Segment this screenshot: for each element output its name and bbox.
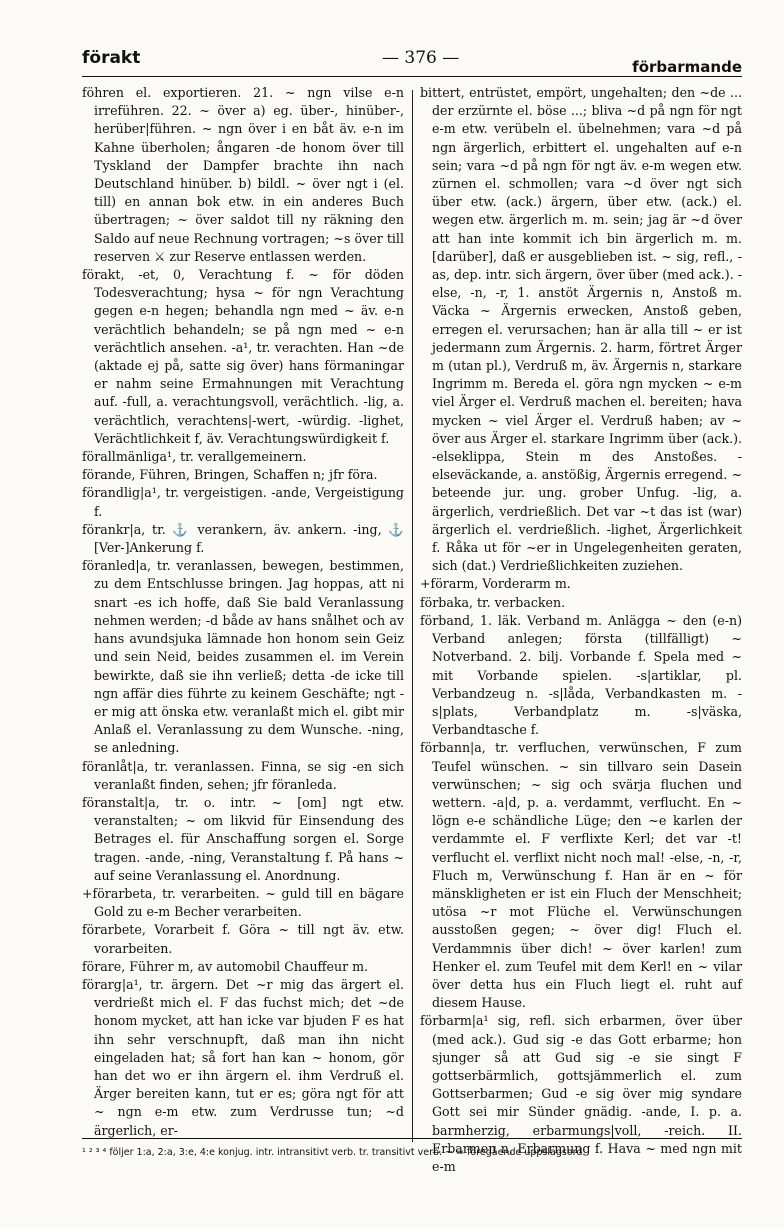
entry: föhren el. exportieren. 21. ~ ngn vilse e-n irreführen. 22. ~ över a) eg. über-, hinüber-, herüber|führen. ~ ngn över i en båt äv. e-n im Kahne überholen; ångaren -de honom över till Tyskland der Dampfer brachte ihn nach Deutschland hinüber. b) bildl. ~ över ngt i (el. till) en annan bok etw. in ein anderes Buch übertragen; ~ över saldot till ny räkning den Saldo auf neue Rechnung vortragen; ~s över till reserven ⚔ zur Reserve entlassen werden. [82,85,404,264]
column-divider [412,90,413,1142]
entry: förbann|a, tr. verfluchen, verwünschen, F zum Teufel wünschen. ~ sin tillvaro sein Dasein verwünschen; ~ sig och svärja fluchen und wettern. -a|d, p. a. verdammt, verflucht. En ~ lögn e-e schändliche Lüge; den ~e karlen der verdammte el. F verflixte Kerl; det var -t! verflucht el. verflixt nicht noch mal! -else, -n, -r, Fluch m, Verwünschung f. Han är en ~ för mänskligheten er ist ein Fluch der Menschheit; utösa ~r mot Flüche el. Verwünschungen ausstoßen gegen; ~ över dig! Fluch el. Verdammnis über dich! ~ över karlen! zum Henker el. zum Teufel mit dem Kerl! en ~ vilar över detta hus ein Fluch liegt el. ruht auf diesem Hause. [420,740,742,1011]
entry: +förarbeta, tr. verarbeiten. ~ guld till en bägare Gold zu e-m Becher verarbeiten. [82,885,404,920]
entry: förbaka, tr. verbacken. [420,594,566,610]
right-column [420,84,742,1176]
entry: förarbete, Vorarbeit f. Göra ~ till ngt äv. etw. vorarbeiten. [82,922,404,956]
guide-word-right: förbarmande [632,58,742,76]
entry: bittert, entrüstet, empört, ungehalten; den ~de ... der erzürnte el. böse ...; bliva ~d på ngn för ngt e-m etw. verübeln el. übelnehmen; vara ~d på ngn ärgerlich, erbittert el. ungehalten auf e-n sein; vara ~d på ngn för ngt äv. e-m wegen etw. zürnen el. schmollen; vara ~d över ngt sich über etw. (ack.) ärgern, über etw. (ack.) el. wegen etw. ärgerlich m. m. sein; jag är ~d över att han inte kommit ich bin ärgerlich m. m. [darüber], daß er ausgeblieben ist. ~ sig, refl., -as, dep. intr. sich ärgern, över über (med ack.). -else, -n, -r, 1. anstöt Ärgernis n, Anstoß m. Väcka ~ Ärgernis erwecken, Anstoß geben, erregen el. verursachen; han är alla till ~ er ist jedermann zum Ärgernis. 2. harm, förtret Ärger m (utan pl.), Verdruß m, äv. Ärgernis n, starkare Ingrimm m. Bereda el. göra ngn mycken ~ e-m viel Ärger el. Verdruß machen el. bereiten; hava mycken ~ viel Ärger el. Verdruß haben; av ~ över aus Ärger el. starkare Ingrimm über (ack.). -elseklippa, Stein m des Anstoßes. -elseväckande, a. anstößig, Ärgernis erregend. ~ beteende jur. ung. grober Unfug. -lig, a. ärgerlich, verdrießlich. Det var ~t das ist (war) ärgerlich el. verdrießlich. -lighet, Ärgerlichkeit f. Råka ut för ~er in Ungelegenheiten geraten, sich (dat.) Verdrießlichkeiten zuziehen. [420,85,742,574]
entry: föranlåt|a, tr. veranlassen. Finna, se sig -en sich veranlaßt finden, sehen; jfr föranleda. [82,758,404,792]
entry: föranstalt|a, tr. o. intr. ~ [om] ngt etw. veranstalten; ~ om likvid für Einsendung des Betrages el. für Anschaffung sorgen el. Sorge tragen. -ande, -ning, Veranstaltung f. På hans ~ auf seine Veranlassung el. Anordnung. [82,794,404,883]
page-header [82,44,742,77]
entry: förakt, -et, 0, Verachtung f. ~ för döden Todesverachtung; hysa ~ för ngn Verachtung gegen e-n hegen; behandla ngn med ~ äv. e-n verächtlich behandeln; se på ngn med ~ e-n verächtlich ansehen. -a¹, tr. verachten. Han ~de (aktade ej på, satte sig över) hans förmaningar er nahm seine Ermahnungen mit Verachtung auf. -full, a. verachtungsvoll, verächtlich. -lig, a. verächtlich, verachtens|-wert, -würdig. -lighet, Verächtlichkeit f, äv. Verachtungswürdigkeit f. [82,267,404,446]
entry: förband, 1. läk. Verband m. Anlägga ~ den (e-n) Verband anlegen; första (tillfälligt) ~ Notverband. 2. bilj. Vorbande f. Spela med ~ mit Vorbande spielen. -s|artiklar, pl. Verbandzeug n. -s|låda, Verbandkasten m. -s|plats, Verbandplatz m. -s|väska, Verbandtasche f. [420,612,742,738]
entry: förankr|a, tr. ⚓ verankern, äv. ankern. -ing, ⚓ [Ver-]Ankerung f. [82,521,404,556]
page-number: — 376 — [382,48,460,68]
entry: förbarm|a¹ sig, refl. sich erbarmen, över über (med ack.). Gud sig -e das Gott erbarme; hon sjunger så att Gud sig -e sie singt F gottserbärmlich, gottsjämmerlich el. zum Gottserbarmen; Gud -e sig över mig syndare Gott sei mir Sünder gnädig. -ande, I. p. a. barmherzig, erbarmungs|voll, -reich. II. Erbarmen n, Erbarmung f. Hava ~ med ngn mit e-m [420,1013,742,1174]
left-column [82,84,404,1140]
entry: +förarm, Vorderarm m. [420,576,571,592]
entry: förande, Führen, Bringen, Schaffen n; jfr föra. [82,467,378,483]
entry: förallmänliga¹, tr. verallgemeinern. [82,449,307,465]
dictionary-page [82,44,742,1174]
page-footer-legend: ¹ ² ³ ⁴ följer 1:a, 2:a, 3:e, 4:e konjug. intr. intransitivt verb. tr. transitivt verb. ~ = föregående uppslagsord. [82,1138,742,1158]
entry: förare, Führer m, av automobil Chauffeur m. [82,958,369,974]
entry: förarg|a¹, tr. ärgern. Det ~r mig das ärgert el. verdrießt mich el. F das fuchst mich; det ~de honom mycket, att han icke var bjuden F es hat ihn sehr verschnupft, daß man ihn nicht eingeladen hat; så fort han kan ~ honom, gör han det wo er ihn ärgern el. ihm Verdruß el. Ärger bereiten kann, tut er es; göra ngt för att ~ ngn e-m etw. zum Verdrusse tun; ~d ärgerlich, er- [82,976,404,1138]
entry: förandlig|a¹, tr. vergeistigen. -ande, Vergeistigung f. [82,485,404,519]
guide-word-left: förakt [82,48,141,68]
entry: föranled|a, tr. veranlassen, bewegen, bestimmen, zu dem Entschlusse bringen. Jag hoppas, att ni snart -es ich hoffe, daß Sie bald Veranlassung nehmen werden; -d både av hans snålhet och av hans avundsjuka lämnade hon honom sein Geiz und sein Neid, beides zusammen el. im Verein bewirkte, daß sie ihn verließ; detta -de icke till ngn affär dies führte zu keinem Geschäfte; ngt -er mig att önska etw. veranlaßt mich el. gibt mir Anlaß el. Veranlassung zu dem Wunsche. -ning, se anledning. [82,558,404,756]
